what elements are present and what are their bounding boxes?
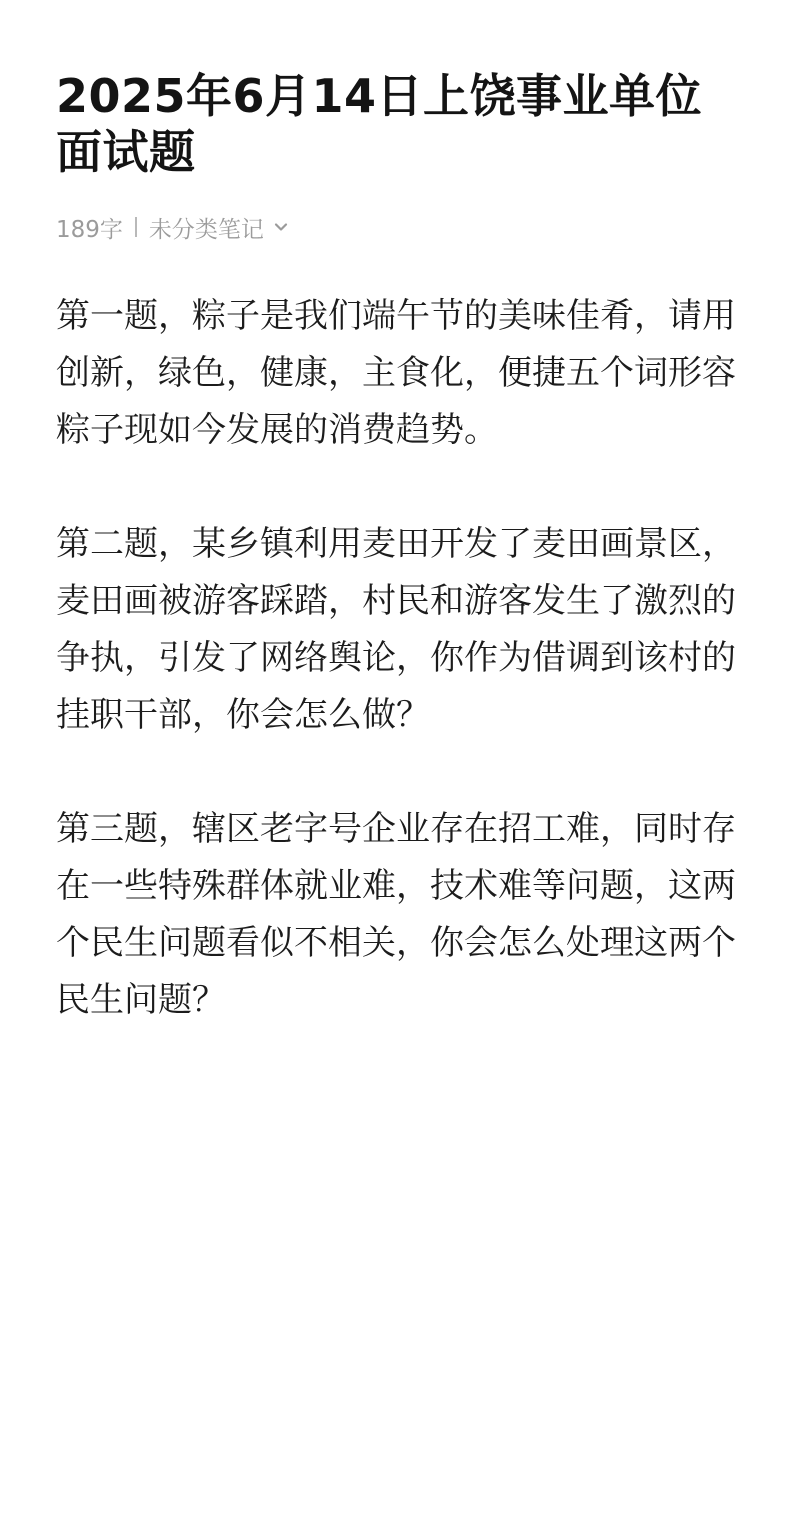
note-body[interactable] bbox=[56, 288, 744, 1029]
word-count: 189字 bbox=[56, 216, 123, 243]
question-1-paragraph: 第一题，粽子是我们端午节的美味佳肴，请用创新，绿色，健康，主食化，便捷五个词形容粽子现如今发展的消费趋势。 bbox=[56, 296, 736, 450]
note-title: 2025年6月14日上饶事业单位面试题 bbox=[56, 69, 703, 179]
question-3-paragraph: 第三题，辖区老字号企业存在招工难，同时存在一些特殊群体就业难，技术难等问题，这两个民生问题看似不相关，你会怎么处理这两个民生问题？ bbox=[56, 809, 736, 1020]
note-meta[interactable] bbox=[56, 212, 290, 242]
chevron-down-icon[interactable] bbox=[272, 218, 290, 236]
category-label[interactable]: 未分类笔记 bbox=[148, 216, 264, 243]
question-2-paragraph: 第二题，某乡镇利用麦田开发了麦田画景区，麦田画被游客踩踏，村民和游客发生了激烈的争执，引发了网络舆论，你作为借调到该村的挂职干部，你会怎么做？ bbox=[56, 524, 736, 735]
meta-divider bbox=[135, 217, 137, 237]
